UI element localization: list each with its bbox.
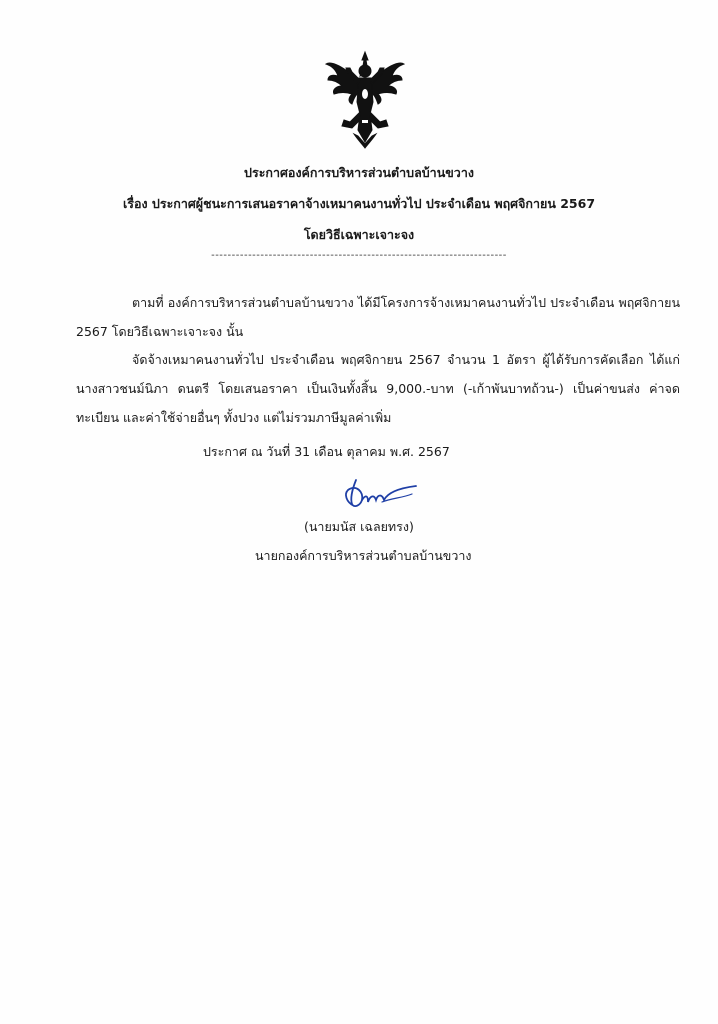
signatory-position: นายกองค์การบริหารส่วนตำบลบ้านขวาง (255, 548, 472, 563)
paragraph-2-line-3: ทะเบียน และค่าใช้จ่ายอื่นๆ ทั้งปวง แต่ไม่รวมภาษีมูลค่าเพิ่ม (76, 410, 392, 425)
signature-icon (342, 476, 420, 512)
announce-date: ประกาศ ณ วันที่ 31 เดือน ตุลาคม พ.ศ. 2567 (203, 444, 450, 459)
garuda-emblem-icon (324, 50, 406, 150)
paragraph-1-line-1: ตามที่ องค์การบริหารส่วนตำบลบ้านขวาง ได้มีโครงการจ้างเหมาคนงานทั่วไป ประจำเดือน พฤศจิกายน (132, 295, 680, 310)
signatory-name: (นายมนัส เฉลยทรง) (304, 519, 414, 534)
org-title: ประกาศองค์การบริหารส่วนตำบลบ้านขวาง (244, 165, 474, 180)
procurement-method: โดยวิธีเฉพาะเจาะจง (303, 227, 415, 242)
subject-line: เรื่อง ประกาศผู้ชนะการเสนอราคาจ้างเหมาคนงานทั่วไป ประจำเดือน พฤศจิกายน 2567 (122, 196, 596, 211)
paragraph-2-line-1: จัดจ้างเหมาคนงานทั่วไป ประจำเดือน พฤศจิกายน 2567 จำนวน 1 อัตรา ผู้ได้รับการคัดเลือก ได้แก่ (132, 352, 680, 367)
paragraph-1-line-2: 2567 โดยวิธีเฉพาะเจาะจง นั้น (76, 324, 244, 339)
paragraph-2-line-2: นางสาวชนม์นิภา ดนตรี โดยเสนอราคา เป็นเงินทั้งสิ้น 9,000.-บาท (-เก้าพันบาทถ้วน-) เป็นค่าขนส่ง ค่าจด (76, 381, 680, 396)
divider: ------------------------------------------------------------------------ (211, 250, 507, 261)
